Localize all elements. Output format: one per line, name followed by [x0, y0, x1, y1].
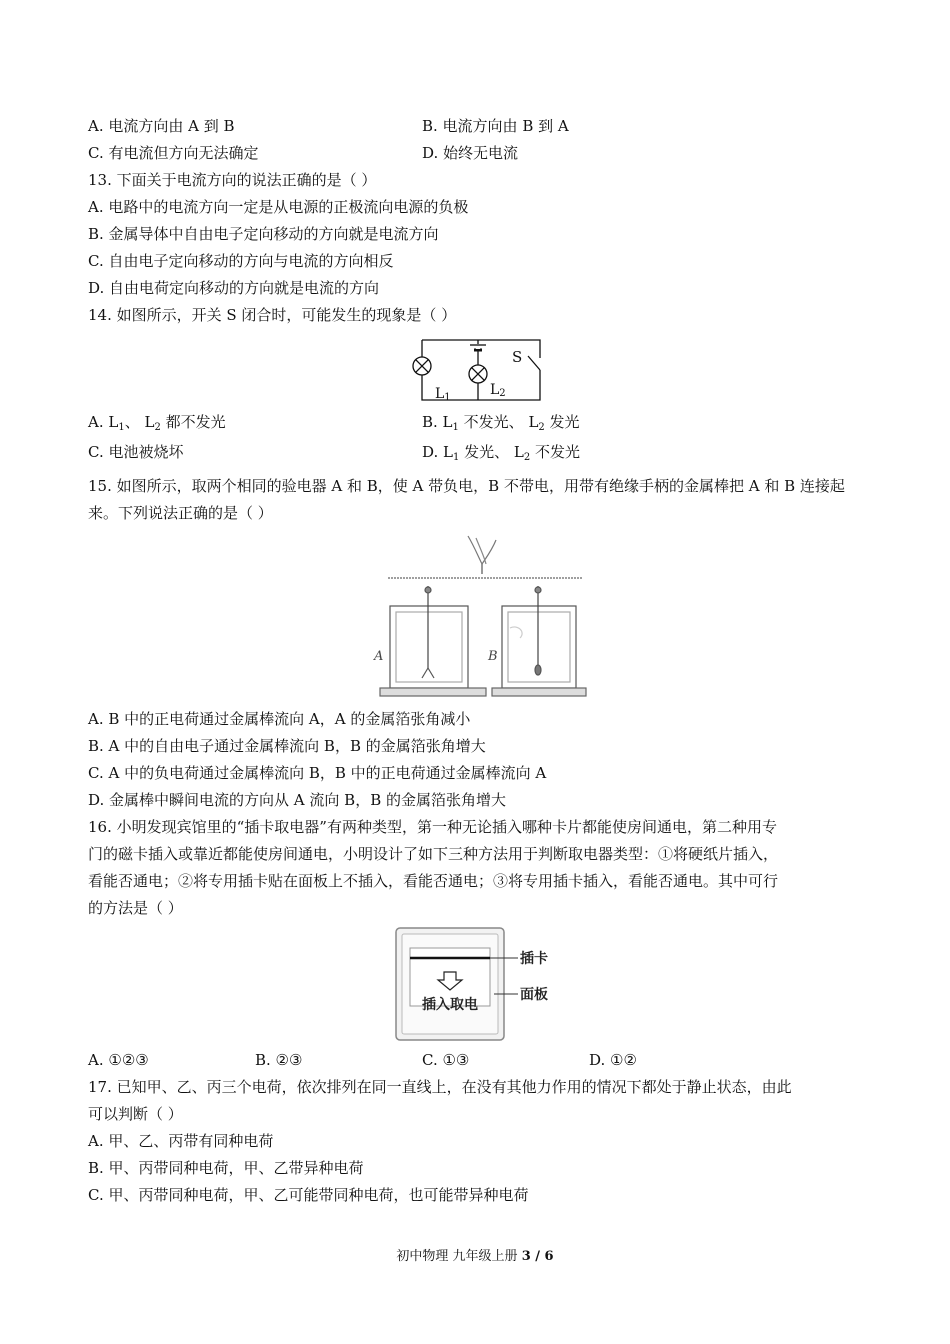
q16-option-b: B. ②③ — [255, 1051, 303, 1069]
q16-card-slot-figure — [394, 926, 566, 1046]
q17-stem-line2: 可以判断（ ） — [88, 1105, 183, 1123]
q16-stem-line2: 门的磁卡插入或靠近都能使房间通电，小明设计了如下三种方法用于判断取电器类型：①将硬纸片插入， — [88, 845, 779, 863]
q14-l1-label: L1 — [435, 386, 451, 403]
q13-stem: 13. 下面关于电流方向的说法正确的是（ ） — [88, 171, 377, 189]
q16-option-c: C. ①③ — [422, 1051, 470, 1069]
q17-stem-line1: 17. 已知甲、乙、丙三个电荷，依次排列在同一直线上，在没有其他力作用的情况下都处于静止状态，由此 — [88, 1078, 792, 1096]
q13-option-b: B. 金属导体中自由电子定向移动的方向就是电流方向 — [88, 225, 439, 243]
q13-option-d: D. 自由电荷定向移动的方向就是电流的方向 — [88, 279, 380, 297]
q14-option-c: C. 电池被烧坏 — [88, 443, 184, 461]
q16-stem-line1: 16. 小明发现宾馆里的“插卡取电器”有两种类型，第一种无论插入哪种卡片都能使房间通电，第二种用专 — [88, 818, 777, 836]
q14-stem: 14. 如图所示，开关 S 闭合时，可能发生的现象是（ ） — [88, 306, 457, 324]
q17-option-a: A. 甲、乙、丙带有同种电荷 — [88, 1132, 274, 1150]
q15-electroscope-figure — [370, 528, 592, 704]
q12-option-a: A. 电流方向由 A 到 B — [88, 117, 235, 135]
q15-label-a: A — [374, 649, 384, 664]
q16-stem-line3: 看能否通电；②将专用插卡贴在面板上不插入，看能否通电；③将专用插卡插入，看能否通电。其中可行 — [88, 872, 779, 890]
q17-option-b: B. 甲、丙带同种电荷，甲、乙带异种电荷 — [88, 1159, 364, 1177]
q13-option-a: A. 电路中的电流方向一定是从电源的正极流向电源的负极 — [88, 198, 469, 216]
q14-option-d: D. $L_1$ 发光、 $L_2$ 不发光 — [422, 443, 581, 463]
q12-option-b: B. 电流方向由 B 到 A — [422, 117, 569, 135]
q17-option-c: C. 甲、丙带同种电荷，甲、乙可能带同种电荷，也可能带异种电荷 — [88, 1186, 529, 1204]
q14-option-a: A. $L_1$、 $L_2$ 都不发光 — [88, 413, 226, 433]
q15-option-b: B. A 中的自由电子通过金属棒流向 B，B 的金属箔张角增大 — [88, 737, 486, 755]
q12-option-c: C. 有电流但方向无法确定 — [88, 144, 259, 162]
q15-option-d: D. 金属棒中瞬间电流的方向从 A 流向 B，B 的金属箔张角增大 — [88, 791, 506, 809]
q12-option-d: D. 始终无电流 — [422, 144, 519, 162]
q13-option-c: C. 自由电子定向移动的方向与电流的方向相反 — [88, 252, 394, 270]
q15-option-c: C. A 中的负电荷通过金属棒流向 B，B 中的正电荷通过金属棒流向 A — [88, 764, 547, 782]
q14-option-b: B. $L_1$ 不发光、 $L_2$ 发光 — [422, 413, 580, 433]
q15-label-b: B — [488, 649, 498, 664]
q14-switch-label: S — [512, 348, 523, 366]
page-footer: 初中物理 九年级上册 3 / 6 — [396, 1249, 554, 1264]
q14-l2-label: L2 — [490, 382, 506, 399]
q15-option-a: A. B 中的正电荷通过金属棒流向 A，A 的金属箔张角减小 — [88, 710, 471, 728]
page-number: 3 / 6 — [521, 1249, 554, 1264]
q16-card-label: 插卡 — [520, 951, 548, 967]
q16-option-a: A. ①②③ — [88, 1051, 149, 1069]
q16-panel-label: 面板 — [520, 987, 548, 1003]
q16-button-text: 插入取电 — [422, 997, 478, 1013]
q16-option-d: D. ①② — [589, 1051, 637, 1069]
q16-stem-line4: 的方法是（ ） — [88, 899, 183, 917]
q14-circuit-diagram — [410, 330, 550, 405]
q15-stem: 15. 如图所示，取两个相同的验电器 A 和 B，使 A 带负电，B 不带电，用带有绝缘手柄的金属棒把 A 和 B 连接起来。下列说法正确的是（ ） — [88, 477, 845, 522]
